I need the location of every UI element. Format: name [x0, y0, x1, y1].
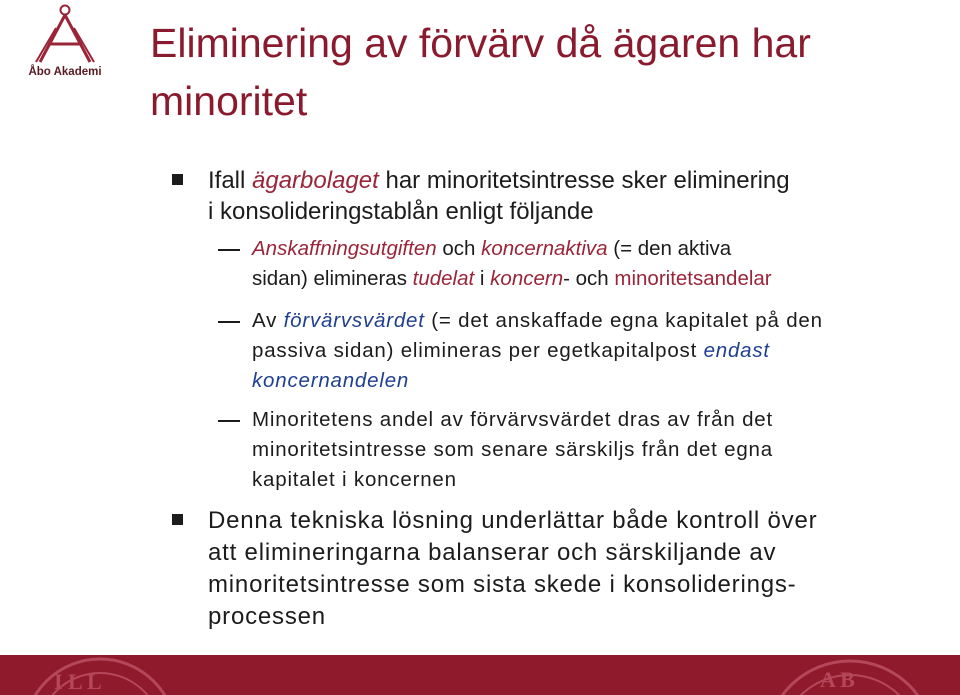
- text-run-highlight: förvärvsvärdet: [283, 309, 425, 332]
- bullet-2-line-4: processen: [208, 603, 326, 630]
- sub-bullet-3: [252, 405, 922, 495]
- sub-bullet-3-line-1: Minoritetens andel av förvärvsvärdet dras av från det: [252, 408, 773, 431]
- sub-bullet-2: [252, 306, 922, 396]
- square-bullet-icon: [172, 174, 183, 185]
- text-run: passiva sidan) elimineras per egetkapitalpost: [252, 339, 704, 362]
- dash-bullet-icon: [218, 420, 240, 422]
- bullet-2-line-1: Denna tekniska lösning underlättar både kontroll över: [208, 507, 818, 534]
- text-run: - och: [563, 267, 615, 290]
- text-run: Ifall: [208, 167, 253, 194]
- bullet-2: [208, 505, 928, 633]
- sub-bullet-3-line-3: kapitalet i koncernen: [252, 468, 457, 491]
- text-run: sidan) elimineras: [252, 267, 413, 290]
- svg-text:I L L: I L L: [54, 669, 102, 694]
- text-run-highlight: koncern: [490, 267, 564, 290]
- text-run: i: [474, 267, 491, 290]
- text-run: Av: [252, 309, 284, 332]
- text-run-highlight: koncernandelen: [252, 369, 410, 392]
- bullet-1-line-1: [208, 165, 928, 196]
- title-line-1: Eliminering av förvärv då ägaren har: [150, 20, 811, 66]
- text-run: (= den aktiva: [607, 237, 732, 260]
- sub-bullet-2-line-2: [252, 336, 922, 366]
- bullet-1-line-2: i konsolideringstablån enligt följande: [208, 198, 594, 225]
- text-run-highlight: Anskaffningsutgiften: [252, 237, 437, 260]
- sub-bullet-2-line-1: [252, 306, 922, 336]
- svg-text:A B: A B: [820, 667, 855, 692]
- seal-decoration-icon: [20, 655, 180, 695]
- text-run-highlight: minoritetsandelar: [614, 267, 772, 290]
- logo-mark-icon: [28, 4, 102, 66]
- bullet-2-line-3: minoritetsintresse som sista skede i konsoliderings-: [208, 571, 797, 598]
- sub-bullet-1: [252, 234, 922, 294]
- sub-bullet-2-line-3: [252, 366, 922, 396]
- abo-akademi-logo: [24, 4, 104, 84]
- logo-text: Åbo Akademi: [28, 66, 102, 78]
- bullet-2-line-2: att elimineringarna balanserar och särskiljande av: [208, 539, 777, 566]
- text-run-highlight: endast: [703, 339, 770, 362]
- text-run-highlight: koncernaktiva: [481, 237, 608, 260]
- square-bullet-icon: [172, 514, 183, 525]
- text-run: har minoritetsintresse sker eliminering: [378, 167, 790, 194]
- dash-bullet-icon: [218, 321, 240, 323]
- dash-bullet-icon: [218, 249, 240, 251]
- bullet-1: [208, 165, 928, 227]
- text-run: (= det anskaffade egna kapitalet på den: [424, 309, 823, 332]
- footer-band: [0, 655, 960, 695]
- text-run-highlight: tudelat: [412, 267, 475, 290]
- slide-title: [150, 14, 910, 130]
- seal-decoration-icon: [760, 655, 940, 695]
- title-line-2: minoritet: [150, 78, 308, 124]
- sub-bullet-1-line-1: [252, 234, 922, 264]
- sub-bullet-1-line-2: [252, 264, 922, 294]
- text-run: och: [436, 237, 482, 260]
- text-run-highlight: ägarbolaget: [252, 167, 379, 194]
- sub-bullet-3-line-2: minoritetsintresse som senare särskiljs från det egna: [252, 438, 773, 461]
